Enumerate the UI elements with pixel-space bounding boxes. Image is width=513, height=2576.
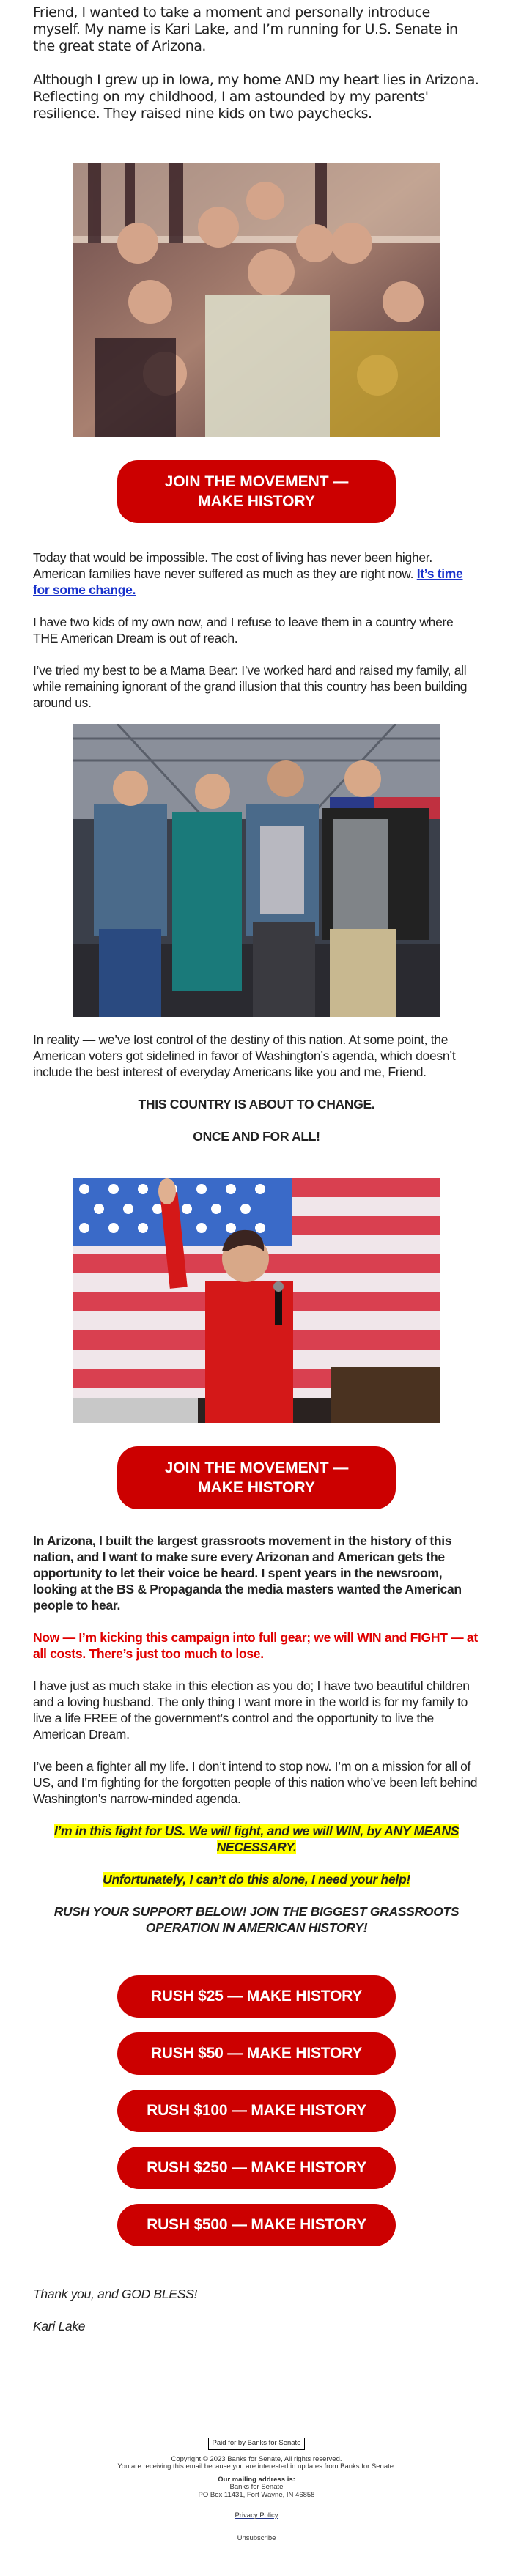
stake-paragraph: I have just as much stake in this election as you do; I have two beautiful children and a loving husband. The only thing I want more in the world is for my family to live a life FREE of the government’s control and the opportunity to live the American Dream. (33, 1679, 470, 1742)
cost-of-living-text: Today that would be impossible. The cost of living has never been higher. American families have never suffered as much as they are right now. (33, 550, 432, 581)
cta-line-1: JOIN THE MOVEMENT — (164, 473, 349, 490)
country-change-headline: THIS COUNTRY IS ABOUT TO CHANGE. (138, 1097, 375, 1111)
highlight-text: I’m in this fight for US. We will fight, and we will WIN, by ANY MEANS NECESSARY. (53, 1824, 460, 1854)
section-2 (33, 549, 480, 711)
mailing-address: PO Box 11431, Fort Wayne, IN 46858 (198, 2490, 315, 2499)
thank-you-text: Thank you, and GOD BLESS! (33, 2287, 198, 2301)
section-3 (33, 1032, 480, 1144)
intro-paragraph-2: Although I grew up in Iowa, my home AND my heart lies in Arizona. Reflecting on my childhood, I am astounded by my parents' resilience. They raised nine kids on two paychecks. (33, 72, 479, 122)
join-movement-button[interactable] (117, 460, 396, 523)
cost-of-living-paragraph (33, 549, 480, 598)
unsubscribe-link[interactable]: Unsubscribe (237, 2534, 276, 2542)
receiving-reason-text: You are receiving this email because you are interested in updates from Banks for Senate. (117, 2462, 396, 2470)
paid-for-disclaimer: Paid for by Banks for Senate (208, 2438, 306, 2450)
two-kids-paragraph: I have two kids of my own now, and I refuse to leave them in a country where THE American Dream is out of reach. (33, 615, 454, 645)
fighter-paragraph: I’ve been a fighter all my life. I don’t intend to stop now. I’m on a mission for all of US, and I’m fighting for the forgotten people of this nation who’ve been left behind Washington’s narrow-minded agenda. (33, 1759, 478, 1806)
copyright-text: Copyright © 2023 Banks for Senate, All rights reserved. (171, 2454, 342, 2463)
signoff (33, 2286, 480, 2334)
time-for-change-link[interactable]: It’s time for some change. (33, 566, 463, 597)
highlight-text: Unfortunately, I can’t do this alone, I need your help! (103, 1872, 410, 1887)
section-4 (33, 1533, 480, 1936)
lost-control-paragraph: In reality — we’ve lost control of the destiny of this nation. At some point, the American voters got sidelined in favor of Washington’s agenda, which doesn’t include the best interest of everyday Americans like you and me, Friend. (33, 1032, 456, 1079)
once-and-for-all-headline: ONCE AND FOR ALL! (193, 1129, 320, 1144)
donate-250-button[interactable]: RUSH $250 — MAKE HISTORY (117, 2147, 396, 2189)
cta-line-1: JOIN THE MOVEMENT — (164, 1459, 349, 1476)
rally-family-photo (73, 724, 440, 1017)
cta-line-2: MAKE HISTORY (198, 1479, 315, 1496)
mama-bear-paragraph: I’ve tried my best to be a Mama Bear: I’ve worked hard and raised my family, all while remaining ignorant of the grand illusion that this country has been building around us. (33, 663, 468, 710)
mailing-address-label: Our mailing address is: (218, 2475, 295, 2484)
join-movement-button-2[interactable] (117, 1446, 396, 1509)
fight-for-us-highlight (33, 1823, 480, 1855)
need-help-highlight (33, 1871, 480, 1887)
rush-support-headline: RUSH YOUR SUPPORT BELOW! JOIN THE BIGGEST GRASSROOTS OPERATION IN AMERICAN HISTORY! (53, 1904, 460, 1935)
donate-100-button[interactable]: RUSH $100 — MAKE HISTORY (117, 2090, 396, 2132)
intro-section (33, 4, 480, 122)
grassroots-paragraph: In Arizona, I built the largest grassroots movement in the history of this nation, and I want to make sure every Arizonan and American gets the opportunity to let their voice be heard. I spent years in the newsroom, looking at the BS & Propaganda the media masters wanted the American people to hear. (33, 1533, 462, 1613)
cta-line-2: MAKE HISTORY (198, 493, 315, 510)
flag-speech-photo (73, 1178, 440, 1423)
family-photo (73, 163, 440, 437)
footer (0, 2438, 513, 2542)
full-gear-paragraph: Now — I’m kicking this campaign into full gear; we will WIN and FIGHT — at all costs. There’s just too much to lose. (33, 1630, 478, 1661)
privacy-policy-link[interactable]: Privacy Policy (235, 2512, 278, 2520)
donate-50-button[interactable]: RUSH $50 — MAKE HISTORY (117, 2032, 396, 2075)
donate-500-button[interactable]: RUSH $500 — MAKE HISTORY (117, 2204, 396, 2246)
intro-paragraph-1: Friend, I wanted to take a moment and personally introduce myself. My name is Kari Lake, and I’m running for U.S. Senate in the great state of Arizona. (33, 4, 458, 54)
mailing-org: Banks for Senate (229, 2483, 284, 2491)
donate-25-button[interactable]: RUSH $25 — MAKE HISTORY (117, 1975, 396, 2018)
signature-name: Kari Lake (33, 2319, 86, 2333)
